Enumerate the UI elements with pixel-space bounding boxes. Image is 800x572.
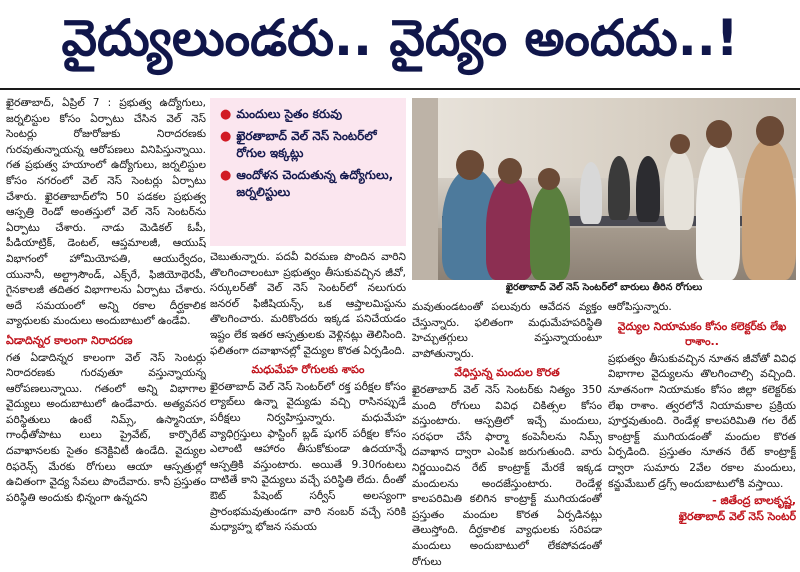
highlight-text: మందులు సైతం కరువు [236, 107, 343, 121]
photo-head [756, 116, 784, 146]
col2-paragraph-2: ఖైరతాబాద్ వెల్ నెస్ సెంటర్‌లో రక్త పరీక్షల కోసం ల్యాబ్‌లు ఉన్నా వైద్యుడు వచ్చి రాసినప్పుడే పరీక్షలు నిర్వహిస్తున్నారు. మధుమేహ వ్యాధిగ్రస్తులు ఫాస్టింగ్ బ్లడ్ షుగర్ పరీక్షల కోసం ఎలాంటి ఆహారం తీసుకోకుండా ఉదయాన్నే ఆస్పత్రికి వస్తుంటారు. అయితే 9.30గంటలు దాటితే కాని వైద్యులు వచ్చే పరిస్థితి లేదు. దీంతో ఔట్ పేషెంట్ సర్వీస్ అలస్యంగా ప్రారంభమవుతుండగా వారి నంబర్ వచ్చే సరికి మధ్యాహ్న భోజన సమయ [210, 380, 406, 534]
photo-person [486, 176, 534, 280]
bullet-icon: ● [220, 107, 232, 122]
headline: వైద్యులుండరు.. వైద్యం అందదు..! [61, 8, 739, 67]
highlights-box [210, 98, 406, 246]
headline-rule [0, 88, 800, 90]
col1-subheading: ఏడాదిన్నర కాలంగా నిరాదరణ [6, 333, 133, 347]
col1-paragraph-2: గత ఏడాదిన్నర కాలంగా వెల్ నెస్ సెంటర్లు నిరాదరణకు గురవుతూ వస్తున్నాయన్న ఆరోపణలున్నాయి. గతంలో అన్ని విభాగాల వైద్యులు అందుబాటులో ఉండేవారు. అత్యవసర పరిస్థితులు ఉంటే నిమ్స్, ఉస్మానియా, గాంధీతోపాటు లులు ప్రైవేట్, కార్పొరేట్ దవాఖానలకు సైతం కనెక్టివిటీ ఉండేది. వైద్యుల రిఫరెన్స్ మేరకు రోగులు ఆయా ఆస్పత్రుల్లో ఉచితంగా వైద్య సేవలు పొందేవారు. కానీ ప్రస్తుతం పరిస్థితి అందుకు భిన్నంగా ఉన్నదని [6, 351, 206, 504]
photo-caption: ఖైరతాబాద్ వెల్ నెస్ సెంటర్‌లో బారులు తీరిన రోగులు [505, 282, 703, 293]
photo-person [580, 162, 602, 224]
photo-pillar [412, 98, 438, 280]
col3-subheading: వేధిస్తున్న మందుల కొరత [454, 366, 560, 380]
article-column-3 [412, 300, 602, 568]
article-column-1 [6, 96, 206, 568]
col1-paragraph-1: ఖైరతాబాద్, ఏప్రిల్ 7 : ప్రభుత్వ ఉద్యోగులు, జర్నలిస్టుల కోసం ఏర్పాటు చేసిన వెల్ నెస్ సెంటర్లు రోజురోజుకు నిరాదరణకు గురవుతున్నాయన్న ఆరోపణలు వినిపిస్తున్నాయి. గత ప్రభుత్వ హయాంలో ఉద్యోగులు, జర్నలిస్టుల కోసం నగరంలో వెల్ నెస్ సెంటర్లు ఏర్పాటు చేశారు. ఖైరతాబాద్‌లోని 50 పడకల ప్రభుత్వ ఆస్పత్రి రెండో అంతస్తులో వెల్ నెస్ సెంటర్‌ను ఏర్పాటు చేశారు. నాడు మెడికల్ ఓపీ, పీడియాట్రిక్, డెంటల్, ఆప్తమాలజీ, ఆయుష్ విభాగంలో హోమియోపతి, ఆయుర్వేదం, యునానీ, అల్ట్రాసౌండ్, ఎక్స్‌రే, ఫిజియోథెరపీ, గైనకాలజీ తదితర విభాగాలను ఏర్పాటు చేశారు. అదే సమయంలో అన్ని రకాల దీర్ఘకాలిక వ్యాధులకు మందులు అందుబాటులో ఉండేవి. [6, 97, 206, 328]
photo-head [706, 120, 732, 148]
bullet-icon: ● [220, 129, 232, 144]
photo-person [608, 156, 630, 220]
col3-paragraph-1: మవుతుండటంతో పలువురు ఆవేదన వ్యక్తం చేస్తున్నారు. ఫలితంగా మధుమేహపరిస్థితి హెచ్చుతగ్గులు వస్తున్నాయంటూ వాపోతున్నారు. [412, 301, 602, 360]
photo-person [530, 184, 570, 280]
col4-paragraph-1: ఆరోపిస్తున్నారు. [608, 301, 672, 313]
photo-head [538, 168, 560, 190]
byline-affiliation: ఖైరతాబాద్ వెల్ నెస్ సెంటర్ [678, 509, 796, 523]
col4-subheading: వైద్యుల నియామకం కోసం కలెక్టర్‌కు లేఖ రాశాం.. [617, 319, 787, 349]
article-column-2 [210, 250, 406, 568]
article-column-4 [608, 300, 796, 568]
highlight-item [220, 106, 398, 123]
news-photo [412, 98, 796, 280]
highlight-item [220, 167, 398, 201]
photo-person [742, 138, 796, 280]
col4-paragraph-2: ప్రభుత్వం తీసుకువచ్చిన నూతన జీవోతో వివిధ విభాగాల వైద్యులను తొలగించాల్సి వచ్చింది. నూతనంగా నియామకం కోసం జిల్లా కలెక్టర్‌కు లేఖ రాశాం. త్వరలోనే నియామకాల ప్రక్రియ పూర్తవుతుంది. రెండేళ్ల కాలపరిమితి గల రేట్ కాంట్రాక్ట్ ముగియడంతో మందుల కొరత ఏర్పడింది. ప్రస్తుతం నూతన రేట్ కాంట్రాక్ట్ ద్వారా సుమారు 2వేల రకాల మందులు, కన్జుమేబుల్ డ్రగ్స్ అందుబాటులోకి వస్తాయి. [608, 352, 796, 490]
highlight-text: ఖైరతాబాద్ వెల్ నెస్ సెంటర్‌లో రోగుల ఇక్కట్లు [236, 129, 377, 160]
photo-head [456, 150, 484, 180]
highlight-text: ఆందోళన చెందుతున్న ఉద్యోగులు, జర్నలిస్టులు [236, 168, 394, 199]
photo-head [498, 158, 522, 184]
col2-subheading: మధుమేహ రోగులకు శాపం [251, 363, 365, 377]
highlight-item [220, 128, 398, 162]
byline-name: - జితేంద్ర బాలకృష్ణ, [712, 494, 796, 508]
photo-head [670, 134, 690, 154]
col3-paragraph-2: ఖైరతాబాద్ వెల్ నెస్ సెంటర్‌కు నిత్యం 350 మంది రోగులు వివిధ చికిత్సల కోసం వస్తుంటారు. ఆస్పత్రిలో ఇచ్చే మందులు, సరఫరా చేసే ఫార్మా కంపెనీలను నిమ్స్ దవాఖాన ద్వారా ఎంపిక జరుగుతుంది. వారు నిర్ణయించిన రేట్ కాంట్రాక్ట్ మేరకే ఇక్కడ మందులను అందజేస్తుంటారు. రెండేళ్ల కాలపరిమితి కలిగిన కాంట్రాక్ట్ ముగియడంతో ప్రస్తుతం మందుల కొరత ఏర్పడినట్లు తెలుస్తోంది. దీర్ఘకాలిక వ్యాధులకు సరిపడా మందులు అందుబాటులో లేకపోవడంతో రోగులు [412, 383, 602, 568]
photo-person [696, 142, 740, 280]
col2-paragraph-1: చెబుతున్నారు. పదవీ విరమణ పొందిన వారిని తొలగించాలంటూ ప్రభుత్వం తీసుకువచ్చిన జీవో, సర్కులర్‌తో వెల్ నెస్ సెంటర్‌లో నలుగురు జనరల్ ఫిజీషియన్స్, ఒక ఆప్తాలమిస్టును తొలగించారు. మరికొందరు ఇక్కడ పనిచేయడం ఇష్టం లేక ఇతర ఆస్పత్రులకు వెళ్లినట్లు తెలిసింది. ఫలితంగా దవాఖానల్లో వైద్యుల కొరత ఏర్పడింది. [210, 251, 406, 357]
photo-person [636, 156, 660, 222]
bullet-icon: ● [220, 168, 232, 183]
photo-person [664, 150, 694, 230]
